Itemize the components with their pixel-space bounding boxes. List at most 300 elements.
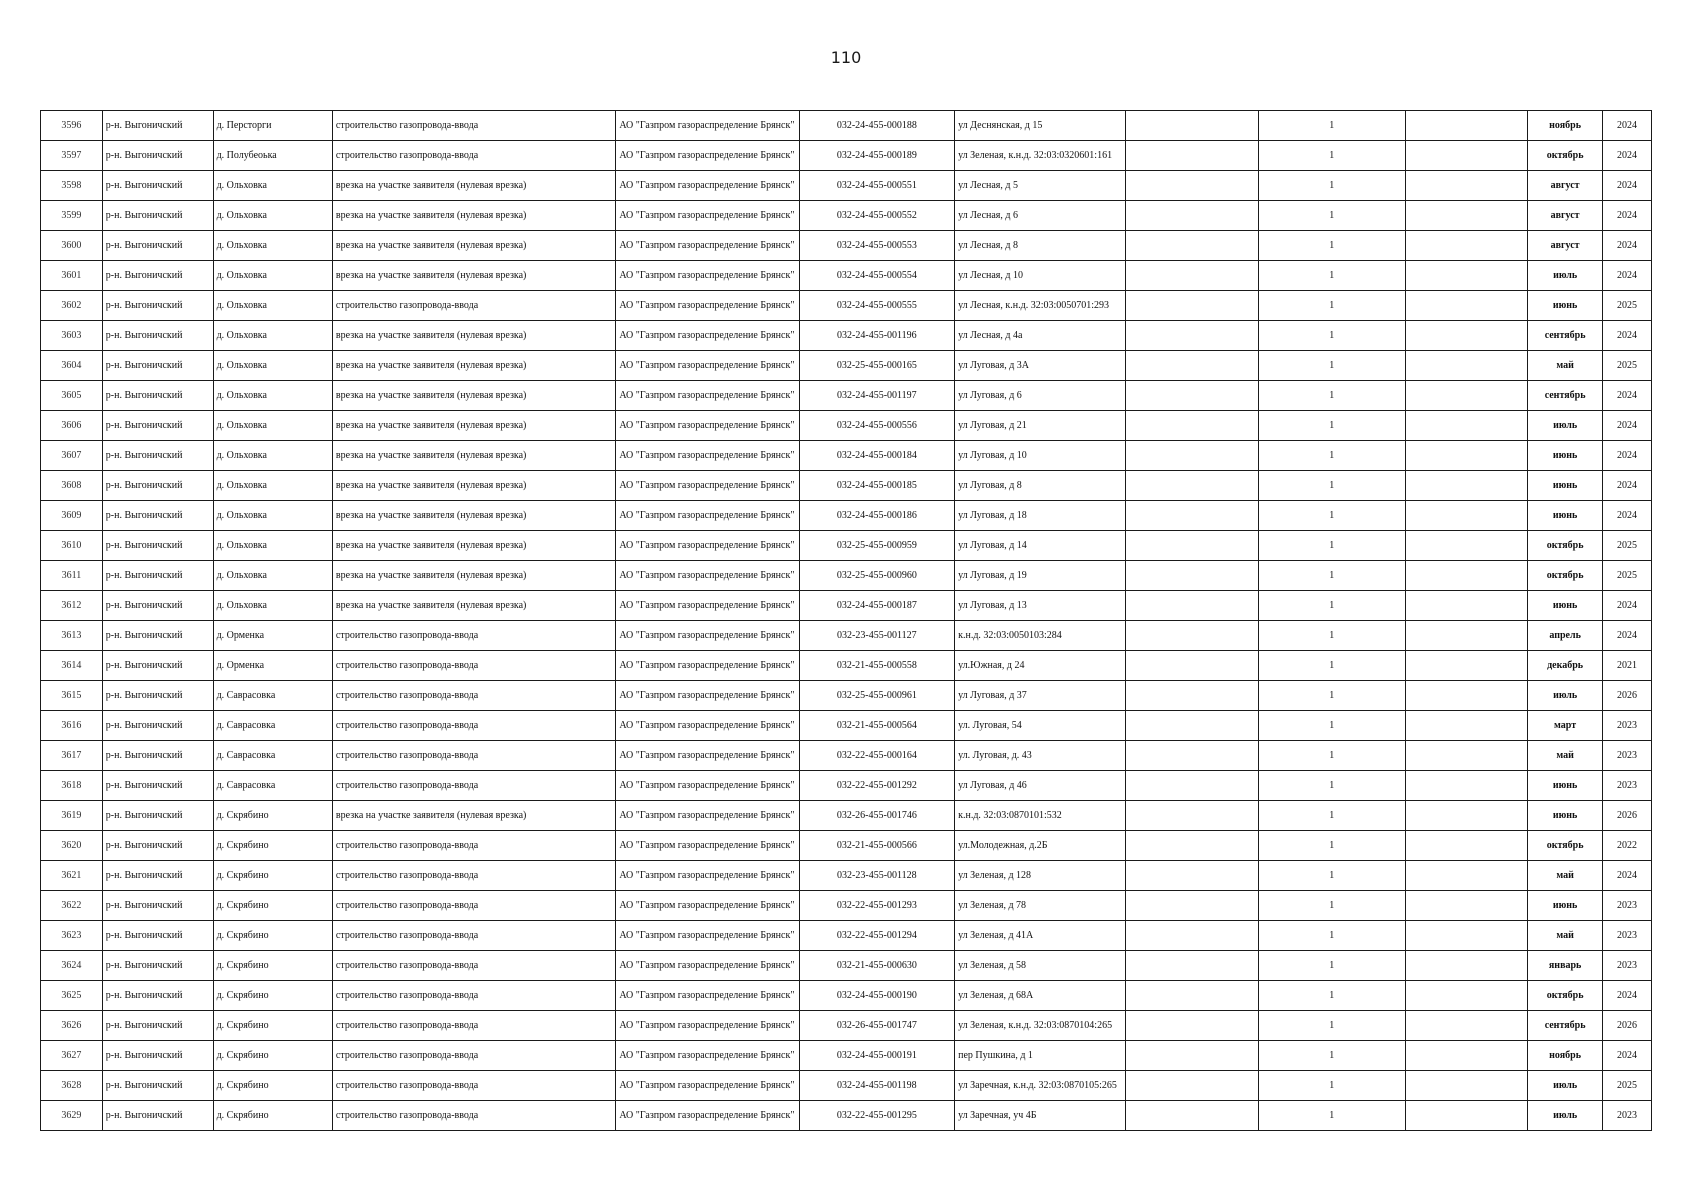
empty-cell xyxy=(1125,111,1258,141)
empty-cell xyxy=(1125,501,1258,531)
address-cell: ул Деснянская, д 15 xyxy=(955,111,1125,141)
empty-cell xyxy=(1125,951,1258,981)
organization-cell: АО "Газпром газораспределение Брянск" xyxy=(616,411,799,441)
quantity-cell: 1 xyxy=(1258,351,1405,381)
empty-cell xyxy=(1405,321,1528,351)
year-cell: 2025 xyxy=(1602,561,1651,591)
work-type-cell: строительство газопровода-ввода xyxy=(332,771,615,801)
object-code-cell: 032-24-455-000187 xyxy=(799,591,955,621)
quantity-cell: 1 xyxy=(1258,921,1405,951)
work-type-cell: врезка на участке заявителя (нулевая врезка) xyxy=(332,261,615,291)
year-cell: 2024 xyxy=(1602,861,1651,891)
row-number: 3618 xyxy=(41,771,103,801)
month-cell: июль xyxy=(1528,1101,1603,1131)
table-row xyxy=(41,831,1652,861)
work-type-cell: врезка на участке заявителя (нулевая врезка) xyxy=(332,591,615,621)
object-code-cell: 032-24-455-000191 xyxy=(799,1041,955,1071)
year-cell: 2024 xyxy=(1602,261,1651,291)
month-cell: июнь xyxy=(1528,891,1603,921)
quantity-cell: 1 xyxy=(1258,801,1405,831)
month-cell: октябрь xyxy=(1528,831,1603,861)
locality-cell: д. Скрябино xyxy=(213,1041,332,1071)
table-row xyxy=(41,981,1652,1011)
year-cell: 2024 xyxy=(1602,981,1651,1011)
work-type-cell: врезка на участке заявителя (нулевая врезка) xyxy=(332,501,615,531)
address-cell: ул. Луговая, д. 43 xyxy=(955,741,1125,771)
work-type-cell: строительство газопровода-ввода xyxy=(332,621,615,651)
empty-cell xyxy=(1125,171,1258,201)
empty-cell xyxy=(1125,1101,1258,1131)
district-cell: р-н. Выгоничский xyxy=(102,651,213,681)
locality-cell: д. Скрябино xyxy=(213,921,332,951)
object-code-cell: 032-24-455-001197 xyxy=(799,381,955,411)
object-code-cell: 032-25-455-000959 xyxy=(799,531,955,561)
empty-cell xyxy=(1405,471,1528,501)
locality-cell: д. Ольховка xyxy=(213,291,332,321)
object-code-cell: 032-24-455-000554 xyxy=(799,261,955,291)
organization-cell: АО "Газпром газораспределение Брянск" xyxy=(616,531,799,561)
district-cell: р-н. Выгоничский xyxy=(102,591,213,621)
address-cell: ул Лесная, д 10 xyxy=(955,261,1125,291)
table-row xyxy=(41,891,1652,921)
district-cell: р-н. Выгоничский xyxy=(102,951,213,981)
work-type-cell: врезка на участке заявителя (нулевая врезка) xyxy=(332,231,615,261)
work-type-cell: строительство газопровода-ввода xyxy=(332,1071,615,1101)
empty-cell xyxy=(1125,771,1258,801)
table-row xyxy=(41,471,1652,501)
row-number: 3597 xyxy=(41,141,103,171)
empty-cell xyxy=(1405,111,1528,141)
address-cell: ул Луговая, д 6 xyxy=(955,381,1125,411)
row-number: 3598 xyxy=(41,171,103,201)
empty-cell xyxy=(1405,891,1528,921)
district-cell: р-н. Выгоничский xyxy=(102,1071,213,1101)
quantity-cell: 1 xyxy=(1258,651,1405,681)
empty-cell xyxy=(1405,201,1528,231)
year-cell: 2024 xyxy=(1602,471,1651,501)
address-cell: ул Луговая, д 18 xyxy=(955,501,1125,531)
table-row xyxy=(41,441,1652,471)
object-code-cell: 032-21-455-000630 xyxy=(799,951,955,981)
object-code-cell: 032-21-455-000564 xyxy=(799,711,955,741)
quantity-cell: 1 xyxy=(1258,531,1405,561)
table-row xyxy=(41,261,1652,291)
district-cell: р-н. Выгоничский xyxy=(102,351,213,381)
district-cell: р-н. Выгоничский xyxy=(102,201,213,231)
object-code-cell: 032-24-455-000551 xyxy=(799,171,955,201)
quantity-cell: 1 xyxy=(1258,201,1405,231)
locality-cell: д. Ольховка xyxy=(213,321,332,351)
locality-cell: д. Савраcовка xyxy=(213,681,332,711)
organization-cell: АО "Газпром газораспределение Брянск" xyxy=(616,711,799,741)
work-type-cell: строительство газопровода-ввода xyxy=(332,651,615,681)
organization-cell: АО "Газпром газораспределение Брянск" xyxy=(616,831,799,861)
organization-cell: АО "Газпром газораспределение Брянск" xyxy=(616,891,799,921)
year-cell: 2023 xyxy=(1602,711,1651,741)
empty-cell xyxy=(1405,1041,1528,1071)
year-cell: 2026 xyxy=(1602,681,1651,711)
table-row xyxy=(41,141,1652,171)
work-type-cell: строительство газопровода-ввода xyxy=(332,141,615,171)
work-type-cell: врезка на участке заявителя (нулевая врезка) xyxy=(332,471,615,501)
empty-cell xyxy=(1405,141,1528,171)
empty-cell xyxy=(1125,711,1258,741)
organization-cell: АО "Газпром газораспределение Брянск" xyxy=(616,291,799,321)
year-cell: 2023 xyxy=(1602,741,1651,771)
object-code-cell: 032-24-455-000556 xyxy=(799,411,955,441)
work-type-cell: строительство газопровода-ввода xyxy=(332,861,615,891)
locality-cell: д. Скрябино xyxy=(213,831,332,861)
empty-cell xyxy=(1125,321,1258,351)
year-cell: 2024 xyxy=(1602,171,1651,201)
address-cell: ул Лесная, д 5 xyxy=(955,171,1125,201)
work-type-cell: врезка на участке заявителя (нулевая врезка) xyxy=(332,531,615,561)
empty-cell xyxy=(1125,291,1258,321)
empty-cell xyxy=(1405,801,1528,831)
quantity-cell: 1 xyxy=(1258,171,1405,201)
district-cell: р-н. Выгоничский xyxy=(102,231,213,261)
locality-cell: д. Скрябино xyxy=(213,981,332,1011)
row-number: 3601 xyxy=(41,261,103,291)
district-cell: р-н. Выгоничский xyxy=(102,681,213,711)
quantity-cell: 1 xyxy=(1258,891,1405,921)
district-cell: р-н. Выгоничский xyxy=(102,741,213,771)
year-cell: 2024 xyxy=(1602,591,1651,621)
row-number: 3613 xyxy=(41,621,103,651)
empty-cell xyxy=(1125,531,1258,561)
address-cell: ул Луговая, д 3А xyxy=(955,351,1125,381)
table-row xyxy=(41,411,1652,441)
month-cell: октябрь xyxy=(1528,141,1603,171)
object-code-cell: 032-22-455-001292 xyxy=(799,771,955,801)
object-code-cell: 032-25-455-000165 xyxy=(799,351,955,381)
address-cell: ул Заречная, уч 4Б xyxy=(955,1101,1125,1131)
empty-cell xyxy=(1405,351,1528,381)
work-type-cell: врезка на участке заявителя (нулевая врезка) xyxy=(332,201,615,231)
address-cell: ул Зеленая, к.н.д. 32:03:0870104:265 xyxy=(955,1011,1125,1041)
quantity-cell: 1 xyxy=(1258,831,1405,861)
organization-cell: АО "Газпром газораспределение Брянск" xyxy=(616,981,799,1011)
organization-cell: АО "Газпром газораспределение Брянск" xyxy=(616,231,799,261)
quantity-cell: 1 xyxy=(1258,501,1405,531)
table-row xyxy=(41,1011,1652,1041)
empty-cell xyxy=(1125,411,1258,441)
row-number: 3624 xyxy=(41,951,103,981)
row-number: 3622 xyxy=(41,891,103,921)
row-number: 3612 xyxy=(41,591,103,621)
empty-cell xyxy=(1405,441,1528,471)
address-cell: ул Заречная, к.н.д. 32:03:0870105:265 xyxy=(955,1071,1125,1101)
row-number: 3602 xyxy=(41,291,103,321)
year-cell: 2024 xyxy=(1602,381,1651,411)
year-cell: 2024 xyxy=(1602,141,1651,171)
work-type-cell: врезка на участке заявителя (нулевая врезка) xyxy=(332,561,615,591)
row-number: 3605 xyxy=(41,381,103,411)
locality-cell: д. Персторги xyxy=(213,111,332,141)
district-cell: р-н. Выгоничский xyxy=(102,1041,213,1071)
work-type-cell: строительство газопровода-ввода xyxy=(332,741,615,771)
organization-cell: АО "Газпром газораспределение Брянск" xyxy=(616,621,799,651)
locality-cell: д. Скрябино xyxy=(213,861,332,891)
empty-cell xyxy=(1405,381,1528,411)
organization-cell: АО "Газпром газораспределение Брянск" xyxy=(616,681,799,711)
object-code-cell: 032-26-455-001747 xyxy=(799,1011,955,1041)
organization-cell: АО "Газпром газораспределение Брянск" xyxy=(616,741,799,771)
month-cell: октябрь xyxy=(1528,561,1603,591)
empty-cell xyxy=(1405,861,1528,891)
table-row xyxy=(41,681,1652,711)
organization-cell: АО "Газпром газораспределение Брянск" xyxy=(616,771,799,801)
locality-cell: д. Савраcовка xyxy=(213,711,332,741)
work-type-cell: строительство газопровода-ввода xyxy=(332,1101,615,1131)
row-number: 3606 xyxy=(41,411,103,441)
object-code-cell: 032-22-455-001295 xyxy=(799,1101,955,1131)
work-type-cell: врезка на участке заявителя (нулевая врезка) xyxy=(332,321,615,351)
object-code-cell: 032-24-455-000555 xyxy=(799,291,955,321)
month-cell: ноябрь xyxy=(1528,111,1603,141)
work-type-cell: строительство газопровода-ввода xyxy=(332,291,615,321)
organization-cell: АО "Газпром газораспределение Брянск" xyxy=(616,441,799,471)
organization-cell: АО "Газпром газораспределение Брянск" xyxy=(616,111,799,141)
row-number: 3616 xyxy=(41,711,103,741)
page-number: 110 xyxy=(830,48,862,67)
row-number: 3629 xyxy=(41,1101,103,1131)
work-type-cell: врезка на участке заявителя (нулевая врезка) xyxy=(332,441,615,471)
empty-cell xyxy=(1125,921,1258,951)
district-cell: р-н. Выгоничский xyxy=(102,1101,213,1131)
empty-cell xyxy=(1125,651,1258,681)
district-cell: р-н. Выгоничский xyxy=(102,141,213,171)
work-type-cell: строительство газопровода-ввода xyxy=(332,951,615,981)
year-cell: 2024 xyxy=(1602,231,1651,261)
month-cell: июнь xyxy=(1528,471,1603,501)
table-row xyxy=(41,351,1652,381)
locality-cell: д. Савраcовка xyxy=(213,771,332,801)
month-cell: июнь xyxy=(1528,591,1603,621)
row-number: 3615 xyxy=(41,681,103,711)
year-cell: 2025 xyxy=(1602,291,1651,321)
year-cell: 2026 xyxy=(1602,1011,1651,1041)
address-cell: ул Луговая, д 10 xyxy=(955,441,1125,471)
quantity-cell: 1 xyxy=(1258,411,1405,441)
empty-cell xyxy=(1125,1011,1258,1041)
locality-cell: д. Ольховка xyxy=(213,471,332,501)
quantity-cell: 1 xyxy=(1258,1041,1405,1071)
empty-cell xyxy=(1405,951,1528,981)
table-row xyxy=(41,651,1652,681)
organization-cell: АО "Газпром газораспределение Брянск" xyxy=(616,801,799,831)
empty-cell xyxy=(1405,981,1528,1011)
object-code-cell: 032-24-455-000188 xyxy=(799,111,955,141)
gas-connection-registry-table xyxy=(40,110,1652,1131)
month-cell: август xyxy=(1528,201,1603,231)
object-code-cell: 032-24-455-000186 xyxy=(799,501,955,531)
quantity-cell: 1 xyxy=(1258,1101,1405,1131)
locality-cell: д. Ольховка xyxy=(213,531,332,561)
quantity-cell: 1 xyxy=(1258,261,1405,291)
year-cell: 2024 xyxy=(1602,321,1651,351)
year-cell: 2021 xyxy=(1602,651,1651,681)
row-number: 3610 xyxy=(41,531,103,561)
object-code-cell: 032-25-455-000960 xyxy=(799,561,955,591)
month-cell: май xyxy=(1528,861,1603,891)
month-cell: август xyxy=(1528,171,1603,201)
organization-cell: АО "Газпром газораспределение Брянск" xyxy=(616,1071,799,1101)
quantity-cell: 1 xyxy=(1258,111,1405,141)
district-cell: р-н. Выгоничский xyxy=(102,291,213,321)
object-code-cell: 032-24-455-000190 xyxy=(799,981,955,1011)
empty-cell xyxy=(1405,921,1528,951)
object-code-cell: 032-24-455-000553 xyxy=(799,231,955,261)
empty-cell xyxy=(1125,141,1258,171)
empty-cell xyxy=(1405,171,1528,201)
work-type-cell: строительство газопровода-ввода xyxy=(332,921,615,951)
quantity-cell: 1 xyxy=(1258,771,1405,801)
work-type-cell: врезка на участке заявителя (нулевая врезка) xyxy=(332,171,615,201)
organization-cell: АО "Газпром газораспределение Брянск" xyxy=(616,951,799,981)
quantity-cell: 1 xyxy=(1258,621,1405,651)
address-cell: ул Лесная, к.н.д. 32:03:0050701:293 xyxy=(955,291,1125,321)
row-number: 3609 xyxy=(41,501,103,531)
empty-cell xyxy=(1125,861,1258,891)
address-cell: ул.Южная, д 24 xyxy=(955,651,1125,681)
address-cell: ул Луговая, д 21 xyxy=(955,411,1125,441)
table-row xyxy=(41,861,1652,891)
organization-cell: АО "Газпром газораспределение Брянск" xyxy=(616,201,799,231)
empty-cell xyxy=(1405,501,1528,531)
work-type-cell: врезка на участке заявителя (нулевая врезка) xyxy=(332,351,615,381)
locality-cell: д. Скрябино xyxy=(213,1071,332,1101)
district-cell: р-н. Выгоничский xyxy=(102,111,213,141)
object-code-cell: 032-24-455-001198 xyxy=(799,1071,955,1101)
month-cell: июль xyxy=(1528,1071,1603,1101)
district-cell: р-н. Выгоничский xyxy=(102,261,213,291)
month-cell: апрель xyxy=(1528,621,1603,651)
row-number: 3619 xyxy=(41,801,103,831)
object-code-cell: 032-24-455-000552 xyxy=(799,201,955,231)
address-cell: ул Луговая, д 13 xyxy=(955,591,1125,621)
table-row xyxy=(41,621,1652,651)
quantity-cell: 1 xyxy=(1258,711,1405,741)
empty-cell xyxy=(1125,381,1258,411)
locality-cell: д. Ольховка xyxy=(213,231,332,261)
row-number: 3603 xyxy=(41,321,103,351)
quantity-cell: 1 xyxy=(1258,681,1405,711)
locality-cell: д. Ольховка xyxy=(213,561,332,591)
year-cell: 2024 xyxy=(1602,111,1651,141)
district-cell: р-н. Выгоничский xyxy=(102,891,213,921)
locality-cell: д. Ольховка xyxy=(213,351,332,381)
row-number: 3611 xyxy=(41,561,103,591)
locality-cell: д. Скрябино xyxy=(213,951,332,981)
empty-cell xyxy=(1125,471,1258,501)
organization-cell: АО "Газпром газораспределение Брянск" xyxy=(616,1041,799,1071)
quantity-cell: 1 xyxy=(1258,291,1405,321)
address-cell: ул.Молодежная, д.2Б xyxy=(955,831,1125,861)
row-number: 3617 xyxy=(41,741,103,771)
empty-cell xyxy=(1405,651,1528,681)
empty-cell xyxy=(1125,1041,1258,1071)
organization-cell: АО "Газпром газораспределение Брянск" xyxy=(616,921,799,951)
work-type-cell: строительство газопровода-ввода xyxy=(332,681,615,711)
empty-cell xyxy=(1405,1071,1528,1101)
district-cell: р-н. Выгоничский xyxy=(102,441,213,471)
work-type-cell: строительство газопровода-ввода xyxy=(332,111,615,141)
district-cell: р-н. Выгоничский xyxy=(102,711,213,741)
organization-cell: АО "Газпром газораспределение Брянск" xyxy=(616,471,799,501)
month-cell: июль xyxy=(1528,261,1603,291)
locality-cell: д. Скрябино xyxy=(213,891,332,921)
district-cell: р-н. Выгоничский xyxy=(102,531,213,561)
table-row xyxy=(41,711,1652,741)
work-type-cell: врезка на участке заявителя (нулевая врезка) xyxy=(332,801,615,831)
district-cell: р-н. Выгоничский xyxy=(102,381,213,411)
district-cell: р-н. Выгоничский xyxy=(102,321,213,351)
year-cell: 2024 xyxy=(1602,501,1651,531)
object-code-cell: 032-26-455-001746 xyxy=(799,801,955,831)
month-cell: сентябрь xyxy=(1528,381,1603,411)
empty-cell xyxy=(1125,741,1258,771)
year-cell: 2024 xyxy=(1602,411,1651,441)
empty-cell xyxy=(1405,411,1528,441)
month-cell: июнь xyxy=(1528,771,1603,801)
quantity-cell: 1 xyxy=(1258,981,1405,1011)
empty-cell xyxy=(1125,351,1258,381)
row-number: 3626 xyxy=(41,1011,103,1041)
address-cell: ул Зеленая, д 78 xyxy=(955,891,1125,921)
empty-cell xyxy=(1125,981,1258,1011)
district-cell: р-н. Выгоничский xyxy=(102,471,213,501)
object-code-cell: 032-23-455-001128 xyxy=(799,861,955,891)
year-cell: 2023 xyxy=(1602,1101,1651,1131)
work-type-cell: строительство газопровода-ввода xyxy=(332,711,615,741)
empty-cell xyxy=(1125,801,1258,831)
locality-cell: д. Ольховка xyxy=(213,171,332,201)
table-row xyxy=(41,921,1652,951)
row-number: 3625 xyxy=(41,981,103,1011)
month-cell: сентябрь xyxy=(1528,321,1603,351)
district-cell: р-н. Выгоничский xyxy=(102,921,213,951)
organization-cell: АО "Газпром газораспределение Брянск" xyxy=(616,861,799,891)
table-body xyxy=(41,111,1652,1131)
locality-cell: д. Ольховка xyxy=(213,411,332,441)
table-row xyxy=(41,801,1652,831)
organization-cell: АО "Газпром газораспределение Брянск" xyxy=(616,1011,799,1041)
empty-cell xyxy=(1405,231,1528,261)
row-number: 3614 xyxy=(41,651,103,681)
empty-cell xyxy=(1125,891,1258,921)
empty-cell xyxy=(1405,531,1528,561)
quantity-cell: 1 xyxy=(1258,861,1405,891)
year-cell: 2024 xyxy=(1602,1041,1651,1071)
row-number: 3621 xyxy=(41,861,103,891)
locality-cell: д. Ольховка xyxy=(213,201,332,231)
year-cell: 2023 xyxy=(1602,921,1651,951)
table-row xyxy=(41,501,1652,531)
quantity-cell: 1 xyxy=(1258,231,1405,261)
empty-cell xyxy=(1405,621,1528,651)
year-cell: 2023 xyxy=(1602,771,1651,801)
object-code-cell: 032-24-455-001196 xyxy=(799,321,955,351)
object-code-cell: 032-25-455-000961 xyxy=(799,681,955,711)
row-number: 3620 xyxy=(41,831,103,861)
empty-cell xyxy=(1405,741,1528,771)
month-cell: январь xyxy=(1528,951,1603,981)
object-code-cell: 032-24-455-000189 xyxy=(799,141,955,171)
empty-cell xyxy=(1405,591,1528,621)
work-type-cell: строительство газопровода-ввода xyxy=(332,1041,615,1071)
month-cell: июль xyxy=(1528,681,1603,711)
